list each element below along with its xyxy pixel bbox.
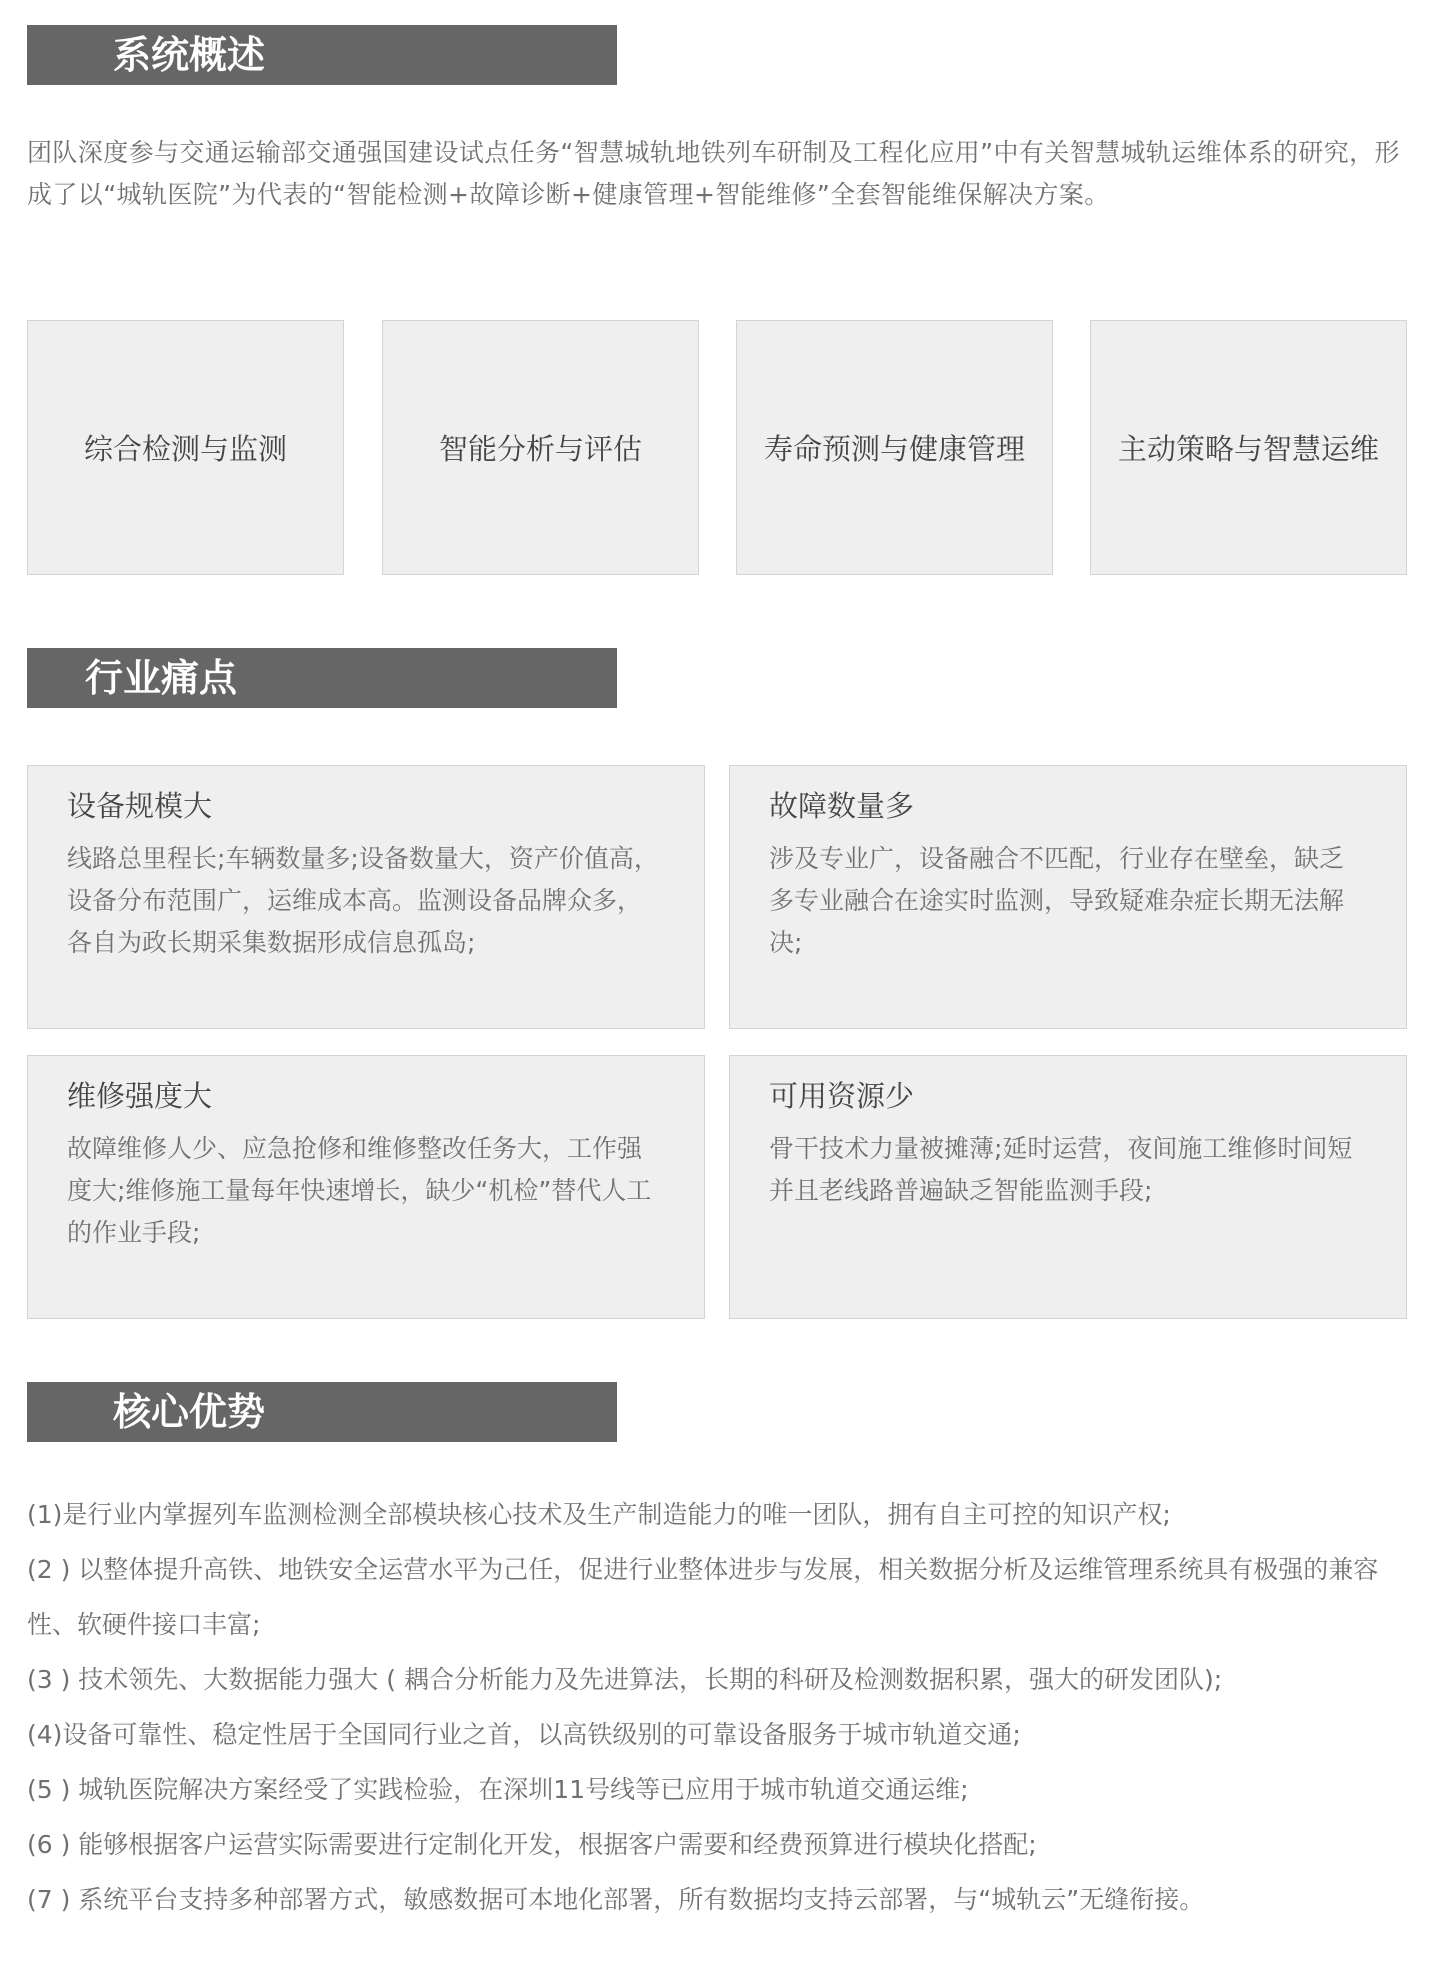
pain-card-body: 线路总里程长;车辆数量多;设备数量大，资产价值高，设备分布范围广，运维成本高。监测设备品牌众多，各自为政长期采集数据形成信息孤岛; [67, 844, 659, 957]
pain-card-resources [729, 1055, 1407, 1319]
overview-intro-text: 团队深度参与交通运输部交通强国建设试点任务“智慧城轨地铁列车研制及工程化应用”中有关智慧城轨运维体系的研究，形成了以“城轨医院”为代表的“智能检测+故障诊断+健康管理+智能维修”全套智能维保解决方案。 [27, 138, 1400, 209]
feature-box-health: 寿命预测与健康管理 [736, 320, 1053, 575]
pain-card-maintenance-intensity [27, 1055, 705, 1319]
advantage-item-3: (3 ) 技术领先、大数据能力强大 ( 耦合分析能力及先进算法，长期的科研及检测数据积累，强大的研发团队); [27, 1665, 1223, 1694]
advantage-item-2: (2 ) 以整体提升高铁、地铁安全运营水平为己任，促进行业整体进步与发展，相关数据分析及运维管理系统具有极强的兼容性、软硬件接口丰富; [27, 1555, 1379, 1639]
advantages-list [27, 1487, 1412, 1927]
pain-card-title: 故障数量多 [769, 789, 915, 823]
pain-card-title: 设备规模大 [67, 789, 213, 823]
pain-card-body: 涉及专业广，设备融合不匹配，行业存在壁垒，缺乏多专业融合在途实时监测，导致疑难杂症长期无法解决; [769, 844, 1345, 957]
pain-card-fault-count [729, 765, 1407, 1029]
section-header-overview: 系统概述 [27, 25, 617, 85]
pain-card-body: 骨干技术力量被摊薄;延时运营，夜间施工维修时间短并且老线路普遍缺乏智能监测手段; [769, 1134, 1353, 1205]
advantage-item-6: (6 ) 能够根据客户运营实际需要进行定制化开发，根据客户需要和经费预算进行模块化搭配; [27, 1830, 1037, 1859]
feature-box-detection: 综合检测与监测 [27, 320, 344, 575]
feature-box-analysis: 智能分析与评估 [382, 320, 699, 575]
advantage-item-5: (5 ) 城轨医院解决方案经受了实践检验，在深圳11号线等已应用于城市轨道交通运维; [27, 1775, 969, 1804]
pain-card-body: 故障维修人少、应急抢修和维修整改任务大，工作强度大;维修施工量每年快速增长，缺少“机检”替代人工的作业手段; [67, 1134, 652, 1247]
advantage-item-4: (4)设备可靠性、稳定性居于全国同行业之首，以高铁级别的可靠设备服务于城市轨道交通; [27, 1720, 1021, 1749]
pain-card-title: 维修强度大 [67, 1079, 213, 1113]
section-header-advantages: 核心优势 [27, 1382, 617, 1442]
section-header-pain-points: 行业痛点 [27, 648, 617, 708]
pain-card-title: 可用资源少 [769, 1079, 915, 1113]
pain-card-equipment-scale [27, 765, 705, 1029]
feature-box-maintenance: 主动策略与智慧运维 [1090, 320, 1407, 575]
advantage-item-1: (1)是行业内掌握列车监测检测全部模块核心技术及生产制造能力的唯一团队，拥有自主可控的知识产权; [27, 1500, 1171, 1529]
advantage-item-7: (7 ) 系统平台支持多种部署方式，敏感数据可本地化部署，所有数据均支持云部署，与“城轨云”无缝衔接。 [27, 1885, 1205, 1914]
